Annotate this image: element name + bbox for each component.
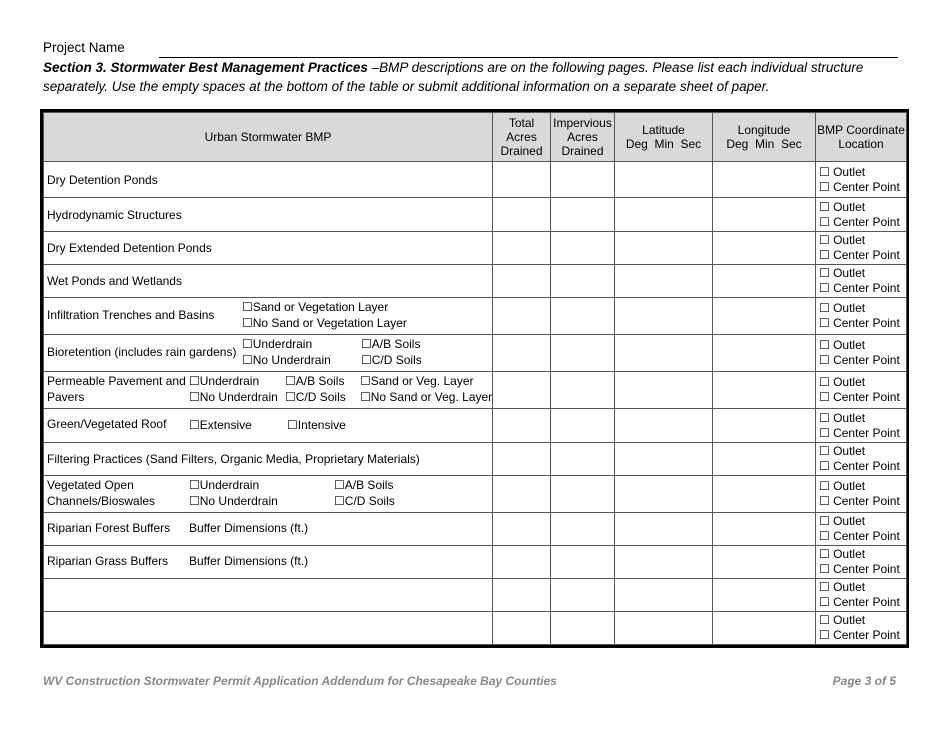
center-point-checkbox[interactable]: ☐ Center Point: [819, 595, 900, 609]
bmp-name-cell: Riparian Grass Buffers Buffer Dimensions (ft.): [44, 546, 493, 579]
outlet-checkbox[interactable]: ☐ Outlet: [819, 375, 866, 389]
table-row: [44, 372, 907, 409]
table-row: [44, 335, 907, 372]
latitude-cell[interactable]: [615, 579, 713, 612]
table-row: [44, 298, 907, 335]
impervious-acres-cell[interactable]: [551, 298, 615, 335]
latitude-cell[interactable]: [615, 513, 713, 546]
header-latitude: Latitude Deg Min Sec: [615, 113, 713, 162]
sand-veg-layer-checkbox[interactable]: ☐Sand or Vegetation Layer: [242, 300, 389, 314]
table-row: [44, 612, 907, 645]
total-acres-cell[interactable]: [493, 476, 551, 513]
latitude-cell[interactable]: [615, 409, 713, 443]
header-urban-bmp: Urban Stormwater BMP: [44, 113, 493, 162]
center-point-checkbox[interactable]: ☐ Center Point: [819, 248, 900, 262]
outlet-checkbox[interactable]: ☐ Outlet: [819, 613, 866, 627]
longitude-cell[interactable]: [713, 198, 816, 232]
latitude-cell[interactable]: [615, 162, 713, 198]
sand-veg-layer-checkbox[interactable]: ☐Sand or Veg. Layer: [360, 374, 474, 388]
underdrain-checkbox[interactable]: ☐Underdrain: [242, 337, 313, 351]
bmp-name-cell[interactable]: [44, 579, 493, 612]
latitude-cell[interactable]: [615, 298, 713, 335]
no-sand-veg-layer-checkbox[interactable]: ☐No Sand or Veg. Layer: [360, 390, 493, 404]
ab-soils-checkbox[interactable]: ☐A/B Soils: [334, 478, 394, 492]
impervious-acres-cell[interactable]: [551, 476, 615, 513]
total-acres-cell[interactable]: [493, 513, 551, 546]
latitude-cell[interactable]: [615, 476, 713, 513]
coordinate-location-cell: [816, 409, 907, 443]
total-acres-cell[interactable]: [493, 546, 551, 579]
coordinate-location-cell: [816, 443, 907, 476]
bmp-table: [43, 112, 907, 645]
cd-soils-checkbox[interactable]: ☐C/D Soils: [334, 494, 395, 508]
coordinate-location-cell: [816, 513, 907, 546]
impervious-acres-cell[interactable]: [551, 513, 615, 546]
bmp-name-cell: Permeable Pavement and Pavers ☐Underdrain ☐No Underdrain ☐A/B Soils ☐C/D Soils ☐Sand or Veg. Layer ☐No Sand or Veg. Layer: [44, 372, 493, 409]
bmp-name-cell: Wet Ponds and Wetlands: [44, 265, 493, 298]
buffer-dimensions-label: Buffer Dimensions (ft.): [189, 554, 309, 568]
underdrain-checkbox[interactable]: ☐Underdrain: [189, 478, 260, 492]
longitude-cell[interactable]: [713, 579, 816, 612]
bmp-name-cell: Green/Vegetated Roof ☐Extensive ☐Intensive: [44, 409, 493, 443]
center-point-checkbox[interactable]: ☐ Center Point: [819, 281, 900, 295]
no-underdrain-checkbox[interactable]: ☐No Underdrain: [242, 353, 331, 367]
outlet-checkbox[interactable]: ☐ Outlet: [819, 164, 866, 179]
total-acres-cell[interactable]: [493, 443, 551, 476]
table-row: [44, 546, 907, 579]
section-title: Section 3. Stormwater Best Management Practices: [43, 60, 368, 75]
table-row: [44, 162, 907, 198]
total-acres-cell[interactable]: [493, 409, 551, 443]
longitude-cell[interactable]: [713, 612, 816, 645]
center-point-checkbox[interactable]: ☐ Center Point: [819, 562, 900, 576]
longitude-cell[interactable]: [713, 265, 816, 298]
impervious-acres-cell[interactable]: [551, 579, 615, 612]
latitude-cell[interactable]: [615, 372, 713, 409]
table-row: [44, 409, 907, 443]
outlet-checkbox[interactable]: ☐ Outlet: [819, 444, 866, 458]
impervious-acres-cell[interactable]: [551, 335, 615, 372]
longitude-cell[interactable]: [713, 476, 816, 513]
coordinate-location-cell: [816, 162, 907, 198]
coordinate-location-cell: [816, 298, 907, 335]
no-underdrain-checkbox[interactable]: ☐No Underdrain: [189, 390, 278, 404]
outlet-checkbox[interactable]: ☐ Outlet: [819, 580, 866, 594]
total-acres-cell[interactable]: [493, 612, 551, 645]
total-acres-cell[interactable]: [493, 298, 551, 335]
impervious-acres-cell[interactable]: [551, 443, 615, 476]
impervious-acres-cell[interactable]: [551, 409, 615, 443]
center-point-checkbox[interactable]: ☐ Center Point: [819, 459, 900, 473]
header-longitude: Longitude Deg Min Sec: [713, 113, 816, 162]
cd-soils-checkbox[interactable]: ☐C/D Soils: [361, 353, 422, 367]
outlet-checkbox[interactable]: ☐ Outlet: [819, 410, 866, 425]
total-acres-cell[interactable]: [493, 372, 551, 409]
coordinate-location-cell: [816, 372, 907, 409]
bmp-name-cell: Riparian Forest Buffers Buffer Dimensions (ft.): [44, 513, 493, 546]
table-row: [44, 443, 907, 476]
outlet-checkbox[interactable]: ☐ Outlet: [819, 199, 866, 214]
header-impervious-acres: Impervious Acres Drained: [551, 113, 615, 162]
longitude-cell[interactable]: [713, 335, 816, 372]
outlet-checkbox[interactable]: ☐ Outlet: [819, 233, 866, 247]
bmp-name-cell: Infiltration Trenches and Basins ☐Sand or Vegetation Layer ☐No Sand or Vegetation Layer: [44, 298, 493, 335]
coordinate-location-cell: [816, 265, 907, 298]
longitude-cell[interactable]: [713, 443, 816, 476]
table-row: [44, 476, 907, 513]
table-row: [44, 579, 907, 612]
longitude-cell[interactable]: [713, 513, 816, 546]
coordinate-location-cell: [816, 335, 907, 372]
table-row: [44, 265, 907, 298]
outlet-checkbox[interactable]: ☐ Outlet: [819, 514, 866, 528]
coordinate-location-cell: [816, 476, 907, 513]
project-name-label: Project Name: [43, 40, 125, 55]
bmp-name-cell[interactable]: [44, 612, 493, 645]
bmp-name-cell: Filtering Practices (Sand Filters, Organic Media, Proprietary Materials): [44, 443, 493, 476]
coordinate-location-cell: [816, 546, 907, 579]
latitude-cell[interactable]: [615, 232, 713, 265]
outlet-checkbox[interactable]: ☐ Outlet: [819, 479, 866, 493]
bmp-name-cell: Vegetated Open Channels/Bioswales ☐Underdrain ☐No Underdrain ☐A/B Soils ☐C/D Soils: [44, 476, 493, 513]
table-row: [44, 198, 907, 232]
coordinate-location-cell: [816, 612, 907, 645]
impervious-acres-cell[interactable]: [551, 546, 615, 579]
header-total-acres: Total Acres Drained: [493, 113, 551, 162]
buffer-dimensions-label: Buffer Dimensions (ft.): [189, 521, 309, 535]
section-intro: [43, 58, 903, 96]
total-acres-cell[interactable]: [493, 232, 551, 265]
header-bmp-coordinate-location: BMP Coordinate Location: [816, 113, 907, 162]
outlet-checkbox[interactable]: ☐ Outlet: [819, 338, 866, 352]
cd-soils-checkbox[interactable]: ☐C/D Soils: [285, 390, 346, 404]
impervious-acres-cell[interactable]: [551, 265, 615, 298]
ab-soils-checkbox[interactable]: ☐A/B Soils: [361, 337, 421, 351]
center-point-checkbox[interactable]: ☐ Center Point: [819, 179, 900, 194]
total-acres-cell[interactable]: [493, 335, 551, 372]
bmp-name-cell: Bioretention (includes rain gardens) ☐Underdrain ☐No Underdrain ☐A/B Soils ☐C/D Soils: [44, 335, 493, 372]
coordinate-location-cell: [816, 579, 907, 612]
coordinate-location-cell: [816, 232, 907, 265]
coordinate-location-cell: [816, 198, 907, 232]
outlet-checkbox[interactable]: ☐ Outlet: [819, 301, 866, 315]
outlet-checkbox[interactable]: ☐ Outlet: [819, 547, 866, 561]
footer-page-number: Page 3 of 5: [832, 674, 896, 688]
longitude-cell[interactable]: [713, 232, 816, 265]
longitude-cell[interactable]: [713, 372, 816, 409]
bmp-table-frame: [40, 109, 909, 648]
center-point-checkbox[interactable]: ☐ Center Point: [819, 353, 900, 367]
longitude-cell[interactable]: [713, 409, 816, 443]
impervious-acres-cell[interactable]: [551, 162, 615, 198]
latitude-cell[interactable]: [615, 265, 713, 298]
total-acres-cell[interactable]: [493, 265, 551, 298]
no-underdrain-checkbox[interactable]: ☐No Underdrain: [189, 494, 278, 508]
longitude-cell[interactable]: [713, 298, 816, 335]
center-point-checkbox[interactable]: ☐ Center Point: [819, 214, 900, 229]
center-point-checkbox[interactable]: ☐ Center Point: [819, 529, 900, 543]
impervious-acres-cell[interactable]: [551, 372, 615, 409]
latitude-cell[interactable]: [615, 612, 713, 645]
latitude-cell[interactable]: [615, 335, 713, 372]
latitude-cell[interactable]: [615, 546, 713, 579]
impervious-acres-cell[interactable]: [551, 232, 615, 265]
intensive-checkbox[interactable]: ☐Intensive: [287, 418, 346, 432]
outlet-checkbox[interactable]: ☐ Outlet: [819, 266, 866, 280]
underdrain-checkbox[interactable]: ☐Underdrain: [189, 374, 260, 388]
latitude-cell[interactable]: [615, 443, 713, 476]
longitude-cell[interactable]: [713, 546, 816, 579]
table-row: [44, 513, 907, 546]
center-point-checkbox[interactable]: ☐ Center Point: [819, 425, 900, 440]
impervious-acres-cell[interactable]: [551, 612, 615, 645]
bmp-name-cell: Hydrodynamic Structures: [44, 198, 493, 232]
section-instructions: –BMP descriptions are on the following pages. Please list each individual structure separately. Use the empty spaces at the bottom of the table or submit additional information on a separate sheet of paper.: [43, 60, 864, 94]
table-row: [44, 232, 907, 265]
footer-document-title: WV Construction Stormwater Permit Application Addendum for Chesapeake Bay Counties: [43, 674, 557, 688]
total-acres-cell[interactable]: [493, 579, 551, 612]
longitude-cell[interactable]: [713, 162, 816, 198]
ab-soils-checkbox[interactable]: ☐A/B Soils: [285, 374, 345, 388]
total-acres-cell[interactable]: [493, 198, 551, 232]
bmp-name-cell: Dry Detention Ponds: [44, 162, 493, 198]
total-acres-cell[interactable]: [493, 162, 551, 198]
center-point-checkbox[interactable]: ☐ Center Point: [819, 494, 900, 508]
project-name-row: [43, 38, 898, 60]
impervious-acres-cell[interactable]: [551, 198, 615, 232]
extensive-checkbox[interactable]: ☐Extensive: [189, 418, 252, 432]
center-point-checkbox[interactable]: ☐ Center Point: [819, 316, 900, 330]
no-sand-veg-layer-checkbox[interactable]: ☐No Sand or Vegetation Layer: [242, 316, 407, 330]
center-point-checkbox[interactable]: ☐ Center Point: [819, 628, 900, 642]
latitude-cell[interactable]: [615, 198, 713, 232]
bmp-name-cell: Dry Extended Detention Ponds: [44, 232, 493, 265]
center-point-checkbox[interactable]: ☐ Center Point: [819, 390, 900, 404]
